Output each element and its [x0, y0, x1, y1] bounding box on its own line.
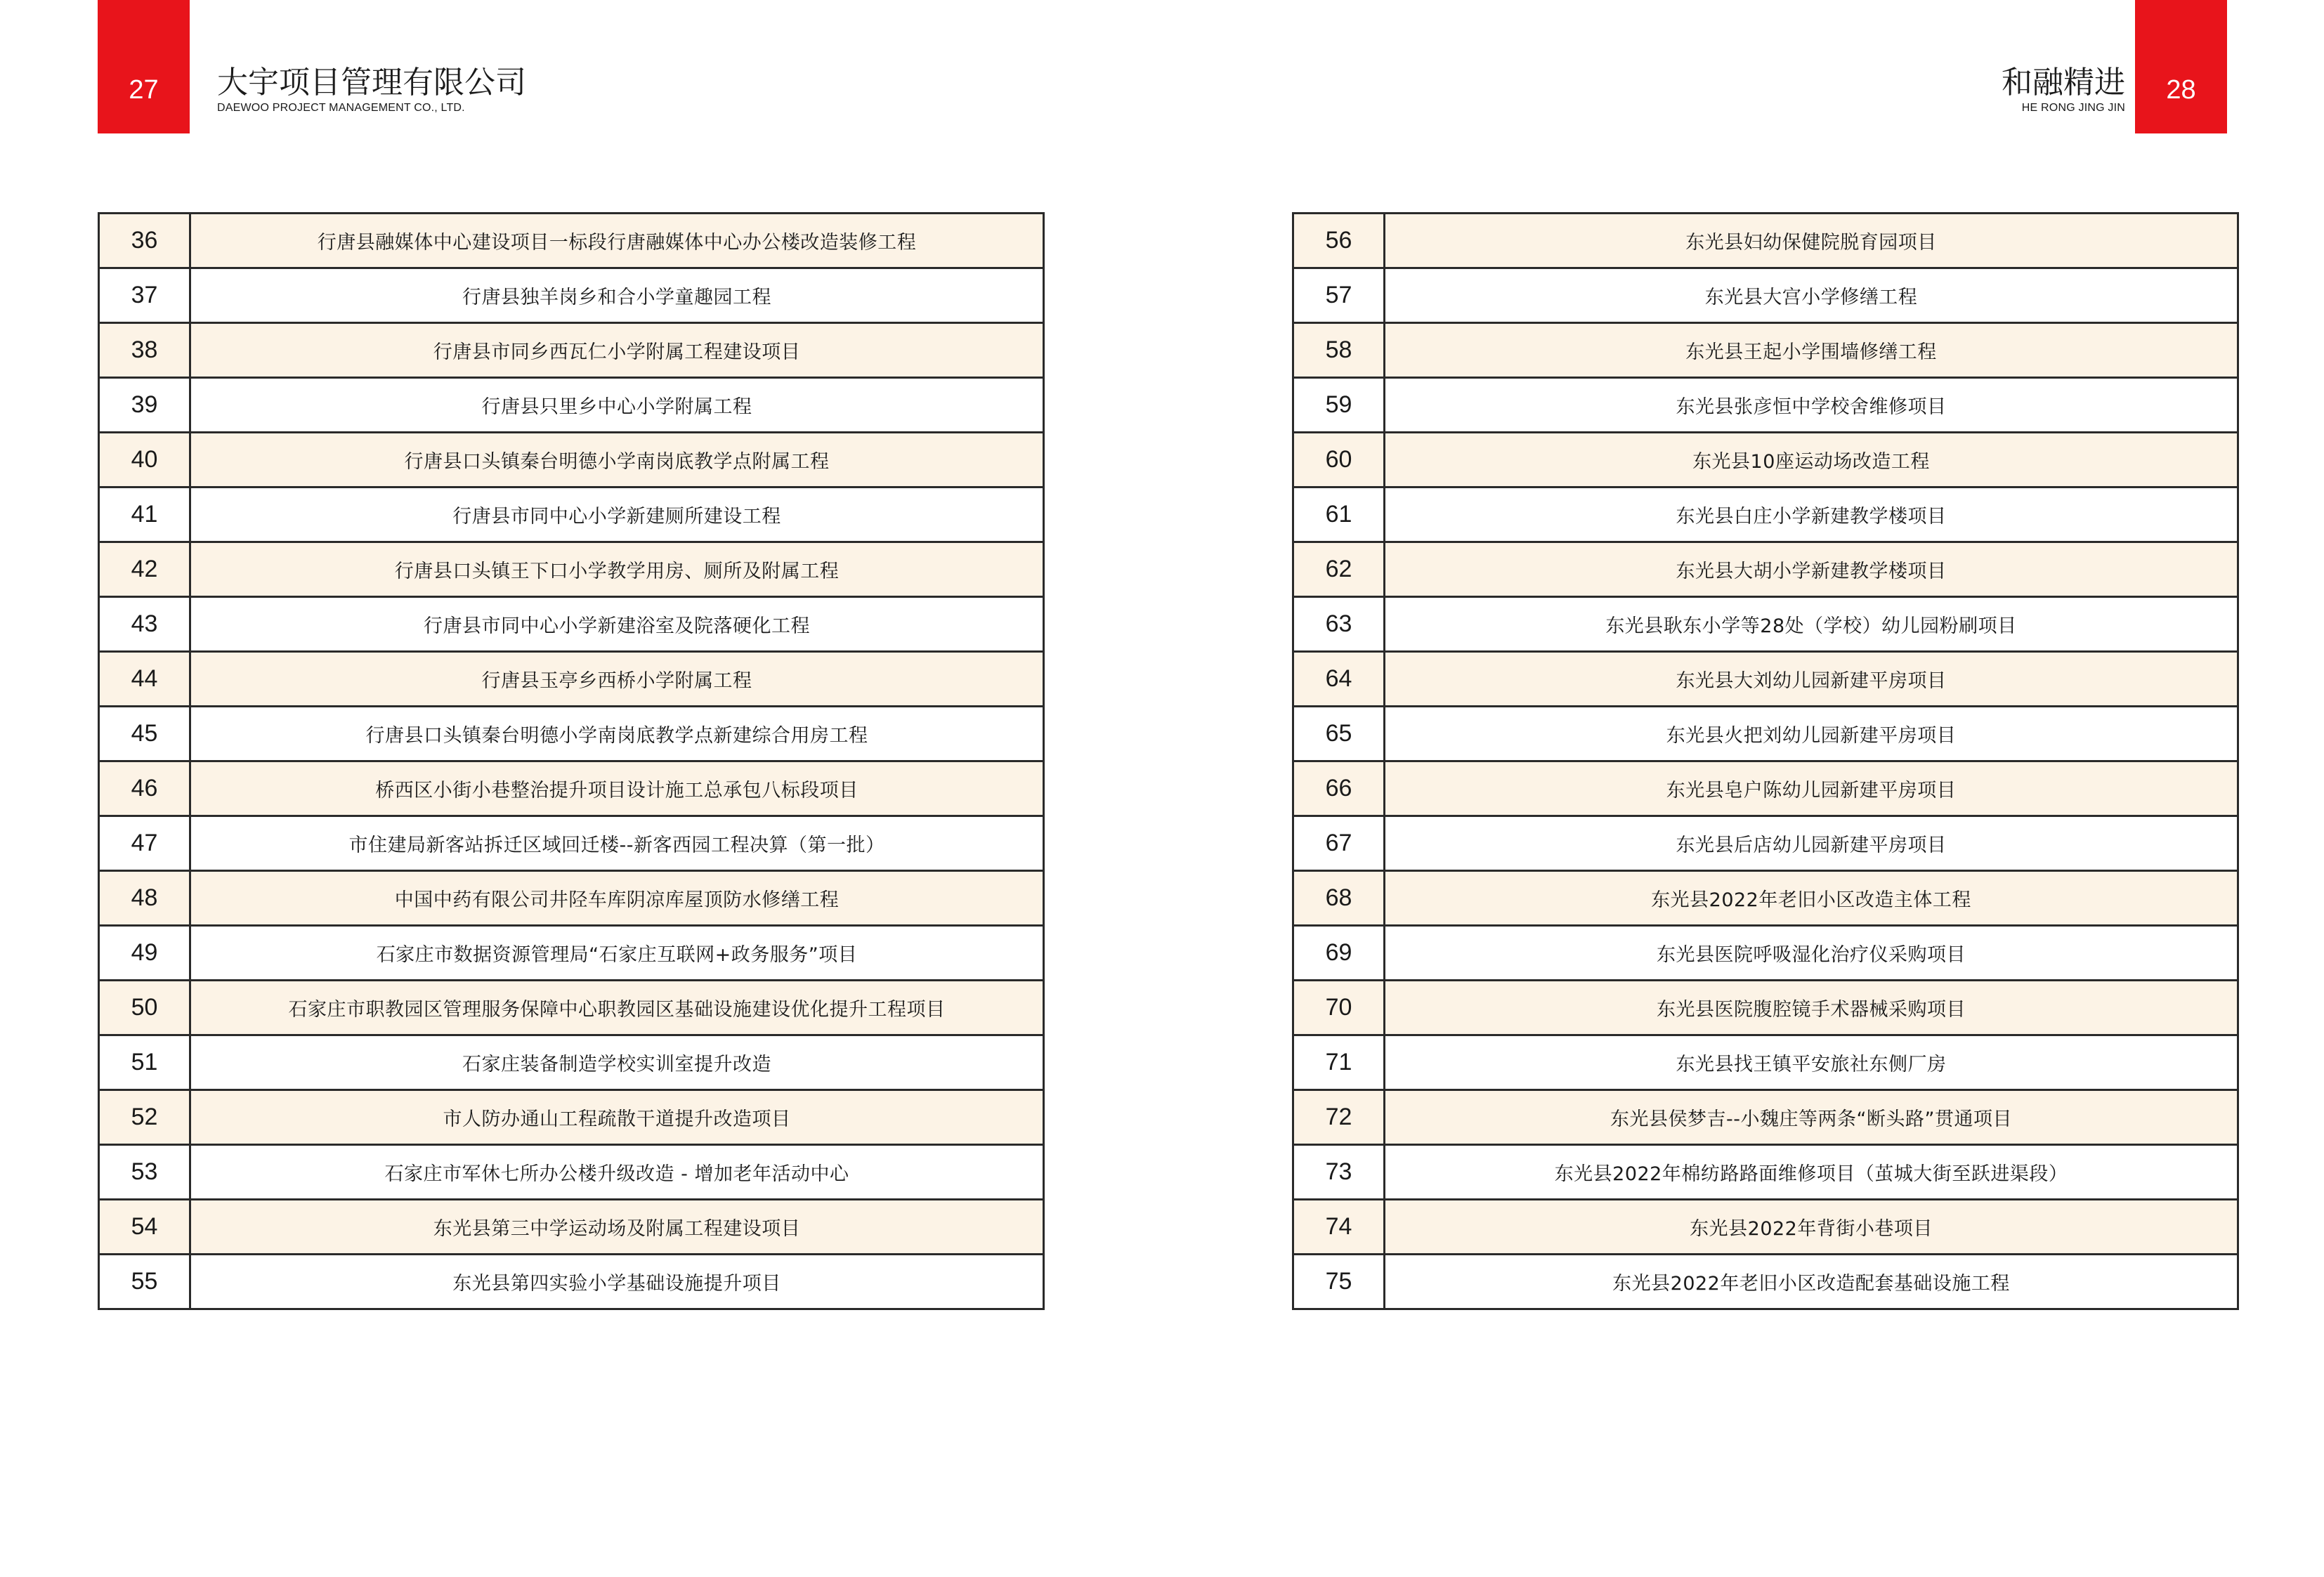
row-number: 36 [99, 214, 190, 268]
project-name: 东光县2022年棉纺路路面维修项目（茧城大街至跃进渠段） [1385, 1145, 2238, 1200]
row-number: 41 [99, 488, 190, 542]
table-row [1293, 433, 2238, 488]
row-number: 68 [1293, 871, 1385, 926]
table-row [1293, 816, 2238, 871]
table-row [99, 652, 1044, 707]
project-name: 行唐县融媒体中心建设项目一标段行唐融媒体中心办公楼改造装修工程 [190, 214, 1044, 268]
right-page-number: 28 [2166, 75, 2196, 105]
project-name: 东光县大胡小学新建教学楼项目 [1385, 542, 2238, 597]
table-row [1293, 597, 2238, 652]
table-row [99, 761, 1044, 816]
project-name: 行唐县独羊岗乡和合小学童趣园工程 [190, 268, 1044, 323]
row-number: 69 [1293, 926, 1385, 981]
table-row [1293, 268, 2238, 323]
table-row [99, 323, 1044, 378]
project-name: 东光县找王镇平安旅社东侧厂房 [1385, 1035, 2238, 1090]
row-number: 44 [99, 652, 190, 707]
table-row [1293, 1145, 2238, 1200]
table-row [99, 214, 1044, 268]
project-name: 桥西区小街小巷整治提升项目设计施工总承包八标段项目 [190, 761, 1044, 816]
project-name: 东光县耿东小学等28处（学校）幼儿园粉刷项目 [1385, 597, 2238, 652]
row-number: 46 [99, 761, 190, 816]
project-name: 行唐县只里乡中心小学附属工程 [190, 378, 1044, 433]
row-number: 65 [1293, 707, 1385, 761]
table-row [99, 981, 1044, 1035]
project-name: 东光县2022年背街小巷项目 [1385, 1200, 2238, 1255]
table-row [1293, 1035, 2238, 1090]
table-row [1293, 488, 2238, 542]
row-number: 51 [99, 1035, 190, 1090]
row-number: 57 [1293, 268, 1385, 323]
table-row [1293, 378, 2238, 433]
row-number: 74 [1293, 1200, 1385, 1255]
row-number: 55 [99, 1255, 190, 1309]
row-number: 60 [1293, 433, 1385, 488]
table-row [1293, 981, 2238, 1035]
row-number: 75 [1293, 1255, 1385, 1309]
row-number: 64 [1293, 652, 1385, 707]
project-name: 行唐县玉亭乡西桥小学附属工程 [190, 652, 1044, 707]
row-number: 58 [1293, 323, 1385, 378]
slogan: 和融精进 [2002, 65, 2125, 100]
company-name-en: DAEWOO PROJECT MANAGEMENT CO., LTD. [217, 102, 465, 114]
project-name: 行唐县口头镇秦台明德小学南岗底教学点新建综合用房工程 [190, 707, 1044, 761]
row-number: 59 [1293, 378, 1385, 433]
table-row [99, 433, 1044, 488]
project-name: 石家庄装备制造学校实训室提升改造 [190, 1035, 1044, 1090]
row-number: 37 [99, 268, 190, 323]
project-name: 行唐县市同乡西瓦仁小学附属工程建设项目 [190, 323, 1044, 378]
table-row [1293, 1200, 2238, 1255]
row-number: 54 [99, 1200, 190, 1255]
project-name: 东光县2022年老旧小区改造配套基础设施工程 [1385, 1255, 2238, 1309]
project-name: 东光县医院腹腔镜手术器械采购项目 [1385, 981, 2238, 1035]
row-number: 39 [99, 378, 190, 433]
table-row [99, 1255, 1044, 1309]
table-row [1293, 1255, 2238, 1309]
table-row [99, 871, 1044, 926]
row-number: 42 [99, 542, 190, 597]
project-name: 市住建局新客站拆迁区域回迁楼--新客西园工程决算（第一批） [190, 816, 1044, 871]
project-name: 东光县侯梦吉--小魏庄等两条“断头路”贯通项目 [1385, 1090, 2238, 1145]
table-row [99, 597, 1044, 652]
project-name: 石家庄市数据资源管理局“石家庄互联网+政务服务”项目 [190, 926, 1044, 981]
row-number: 66 [1293, 761, 1385, 816]
row-number: 72 [1293, 1090, 1385, 1145]
project-name: 东光县皂户陈幼儿园新建平房项目 [1385, 761, 2238, 816]
row-number: 70 [1293, 981, 1385, 1035]
table-row [99, 1090, 1044, 1145]
table-row [1293, 1090, 2238, 1145]
project-name: 东光县张彦恒中学校舍维修项目 [1385, 378, 2238, 433]
project-name: 石家庄市军休七所办公楼升级改造 - 增加老年活动中心 [190, 1145, 1044, 1200]
row-number: 61 [1293, 488, 1385, 542]
project-name: 行唐县口头镇秦台明德小学南岗底教学点附属工程 [190, 433, 1044, 488]
project-name: 石家庄市职教园区管理服务保障中心职教园区基础设施建设优化提升工程项目 [190, 981, 1044, 1035]
row-number: 53 [99, 1145, 190, 1200]
table-row [99, 268, 1044, 323]
row-number: 45 [99, 707, 190, 761]
row-number: 63 [1293, 597, 1385, 652]
project-name: 东光县第四实验小学基础设施提升项目 [190, 1255, 1044, 1309]
table-row [99, 1145, 1044, 1200]
row-number: 67 [1293, 816, 1385, 871]
table-row [99, 1035, 1044, 1090]
project-name: 东光县妇幼保健院脱育园项目 [1385, 214, 2238, 268]
table-row [99, 1200, 1044, 1255]
project-name: 行唐县口头镇王下口小学教学用房、厕所及附属工程 [190, 542, 1044, 597]
row-number: 48 [99, 871, 190, 926]
table-row [99, 542, 1044, 597]
project-name: 中国中药有限公司井陉车库阴凉库屋顶防水修缮工程 [190, 871, 1044, 926]
project-name: 东光县医院呼吸湿化治疗仪采购项目 [1385, 926, 2238, 981]
table-row [1293, 542, 2238, 597]
table-row [1293, 926, 2238, 981]
table-row [99, 707, 1044, 761]
row-number: 73 [1293, 1145, 1385, 1200]
table-row [1293, 323, 2238, 378]
row-number: 40 [99, 433, 190, 488]
row-number: 47 [99, 816, 190, 871]
row-number: 38 [99, 323, 190, 378]
table-row [99, 926, 1044, 981]
row-number: 50 [99, 981, 190, 1035]
row-number: 43 [99, 597, 190, 652]
row-number: 62 [1293, 542, 1385, 597]
project-name: 东光县2022年老旧小区改造主体工程 [1385, 871, 2238, 926]
project-name: 东光县后店幼儿园新建平房项目 [1385, 816, 2238, 871]
row-number: 56 [1293, 214, 1385, 268]
project-name: 东光县白庄小学新建教学楼项目 [1385, 488, 2238, 542]
slogan-en: HE RONG JING JIN [2021, 102, 2125, 114]
table-row [99, 378, 1044, 433]
table-row [99, 488, 1044, 542]
project-name: 行唐县市同中心小学新建厕所建设工程 [190, 488, 1044, 542]
row-number: 52 [99, 1090, 190, 1145]
project-table-right [1292, 212, 2239, 1310]
table-row [99, 816, 1044, 871]
project-name: 东光县第三中学运动场及附属工程建设项目 [190, 1200, 1044, 1255]
table-row [1293, 761, 2238, 816]
left-page-number: 27 [129, 75, 159, 105]
company-name: 大宇项目管理有限公司 [217, 65, 526, 100]
row-number: 71 [1293, 1035, 1385, 1090]
row-number: 49 [99, 926, 190, 981]
slogan-brand [2002, 65, 2125, 115]
project-table-left [98, 212, 1045, 1310]
project-name: 东光县大宫小学修缮工程 [1385, 268, 2238, 323]
project-name: 市人防办通山工程疏散干道提升改造项目 [190, 1090, 1044, 1145]
project-name: 东光县火把刘幼儿园新建平房项目 [1385, 707, 2238, 761]
project-name: 东光县10座运动场改造工程 [1385, 433, 2238, 488]
right-page-number-tab [2135, 0, 2227, 133]
company-brand [217, 65, 526, 115]
left-page-number-tab [98, 0, 190, 133]
table-row [1293, 214, 2238, 268]
table-row [1293, 652, 2238, 707]
table-row [1293, 707, 2238, 761]
project-name: 东光县大刘幼儿园新建平房项目 [1385, 652, 2238, 707]
project-name: 行唐县市同中心小学新建浴室及院落硬化工程 [190, 597, 1044, 652]
table-row [1293, 871, 2238, 926]
project-name: 东光县王起小学围墙修缮工程 [1385, 323, 2238, 378]
